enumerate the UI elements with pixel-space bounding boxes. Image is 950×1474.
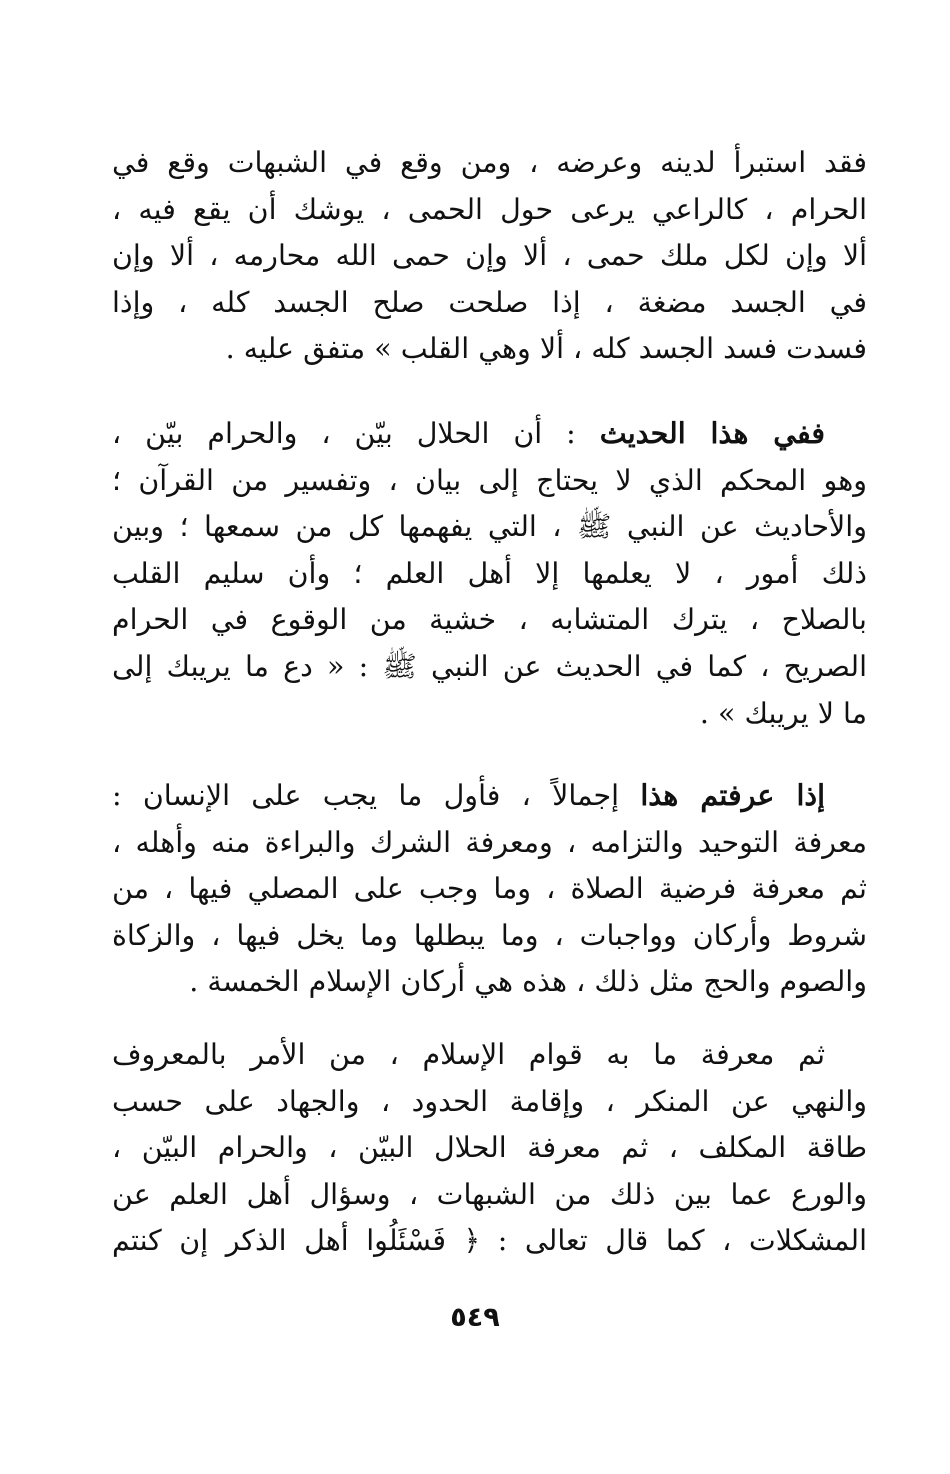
text-line: فقد استبرأ لدينه وعرضه ، ومن وقع في الشبهات وقع في: [112, 146, 867, 179]
text-line: الصريح ، كما في الحديث عن النبي ﷺ : « دع ما يريبك إلى: [112, 649, 867, 683]
text-line: [112, 410, 867, 458]
text-line: فسدت فسد الجسد كله ، ألا وهي القلب » متفق عليه .: [225, 332, 867, 366]
text-line: المشكلات ، كما قال تعالى : ﴿ فَسْئَلُوا أهل الذكر إن كنتم: [112, 1224, 867, 1258]
text-line: ذلك أمور ، لا يعلمها إلا أهل العلم ؛ وأن سليم القلب: [112, 556, 867, 590]
text-line: وهو المحكم الذي لا يحتاج إلى بيان ، وتفسير من القرآن ؛: [112, 463, 867, 497]
text-line: ما لا يريبك » .: [699, 696, 867, 730]
paragraph-1: [112, 140, 867, 373]
text-line: شروط وأركان وواجبات ، وما يبطلها وما يخل فيها ، والزكاة: [112, 918, 867, 952]
lead-rest: : أن الحلال بيّن ، والحرام بيّن ،: [112, 417, 600, 450]
lead-phrase: ففي هذا الحديث: [599, 416, 825, 450]
lead-phrase: إذا عرفتم هذا: [640, 778, 825, 812]
paragraph-2: [112, 410, 867, 737]
text-line: في الجسد مضغة ، إذا صلحت صلح الجسد كله ، وإذا: [112, 285, 867, 319]
text-line: الحرام ، كالراعي يرعى حول الحمى ، يوشك أن يقع فيه ،: [112, 192, 867, 226]
page-number: ٥٤٩: [450, 1302, 500, 1333]
text-line: طاقة المكلف ، ثم معرفة الحلال البيّن ، والحرام البيّن ،: [112, 1131, 867, 1165]
lead-rest: إجمالاً ، فأول ما يجب على الإنسان :: [112, 779, 641, 812]
paragraph-4: [112, 1032, 867, 1265]
text-line: والصوم والحج مثل ذلك ، هذه هي أركان الإسلام الخمسة .: [189, 965, 867, 999]
text-line: ثم معرفة فرضية الصلاة ، وما وجب على المصلي فيها ، من: [112, 872, 867, 906]
text-line: [112, 772, 867, 820]
text-line: والورع عما بين ذلك من الشبهات ، وسؤال أهل العلم عن: [112, 1177, 867, 1211]
text-line: ثم معرفة ما به قوام الإسلام ، من الأمر بالمعروف: [112, 1038, 825, 1071]
text-line: والنهي عن المنكر ، وإقامة الحدود ، والجهاد على حسب: [112, 1084, 867, 1118]
text-line: ألا وإن لكل ملك حمى ، ألا وإن حمى الله محارمه ، ألا وإن: [112, 239, 867, 273]
text-line: معرفة التوحيد والتزامه ، ومعرفة الشرك والبراءة منه وأهله ،: [112, 825, 867, 859]
text-line: بالصلاح ، يترك المتشابه ، خشية من الوقوع في الحرام: [112, 603, 867, 637]
paragraph-3: [112, 772, 867, 1006]
text-line: والأحاديث عن النبي ﷺ ، التي يفهمها كل من سمعها ؛ وبين: [112, 510, 867, 544]
